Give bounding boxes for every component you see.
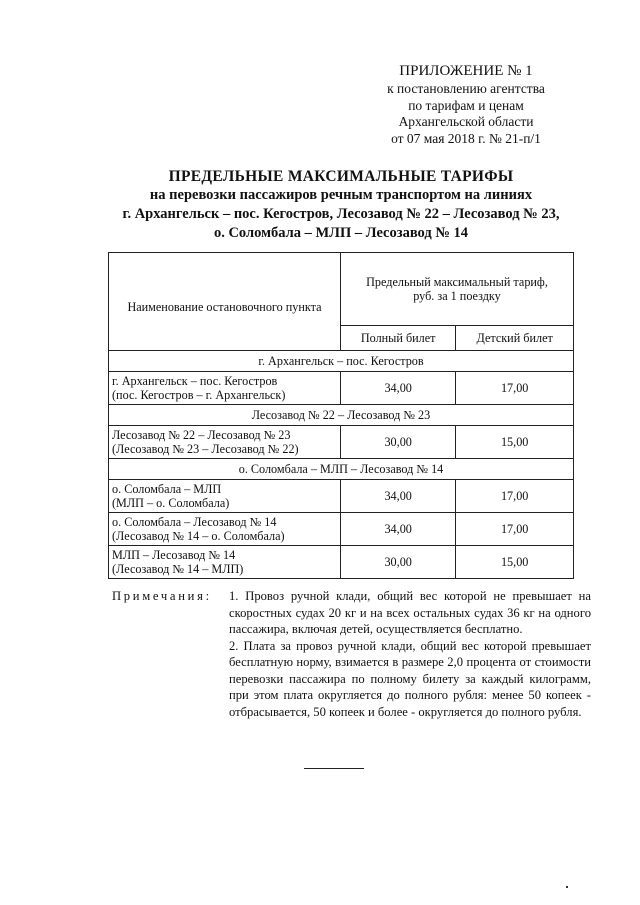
appendix-header (358, 62, 574, 147)
scan-mark (566, 886, 568, 888)
header-full-ticket: Полный билет (341, 325, 456, 350)
route-reverse: (пос. Кегостров – г. Архангельск) (112, 388, 286, 402)
note-item-2: 2. Плата за провоз ручной клади, общий вес которой превышает бесплатную норму, взимается в размере 2,0 процента от стоимости перевозки пассажира по полному билету за каждый килограмм, при этом плата округляется до полного рубля: менее 50 копеек - отбрасывается, 50 копеек и более - округляется до полного рубля. (229, 638, 591, 719)
route-name (109, 372, 341, 405)
route-direction: о. Соломбала – МЛП (112, 482, 222, 496)
full-price: 34,00 (341, 480, 456, 513)
title-subtitle: на перевозки пассажиров речным транспортом на линиях (149, 187, 533, 203)
header-tariff-line2: руб. за 1 поездку (413, 288, 501, 303)
table-row (109, 480, 574, 513)
route-name (109, 480, 341, 513)
child-price: 15,00 (456, 546, 574, 579)
title-main: ПРЕДЕЛЬНЫЕ МАКСИМАЛЬНЫЕ ТАРИФЫ (168, 168, 514, 185)
document-title (90, 167, 592, 243)
section-title: г. Архангельск – пос. Кегостров (109, 351, 574, 372)
header-stop-name: Наименование остановочного пункта (109, 253, 341, 351)
header-child-ticket: Детский билет (456, 325, 574, 350)
full-price: 30,00 (341, 546, 456, 579)
full-price: 34,00 (341, 513, 456, 546)
route-direction: о. Соломбала – Лесозавод № 14 (112, 515, 277, 529)
appendix-date: от 07 мая 2018 г. № 21-п/1 (391, 130, 541, 146)
section-title: о. Соломбала – МЛП – Лесозавод № 14 (109, 459, 574, 480)
full-price: 34,00 (341, 372, 456, 405)
title-routes-1: г. Архангельск – пос. Кегостров, Лесозавод № 22 – Лесозавод № 23, (122, 206, 560, 222)
title-routes-2: о. Соломбала – МЛП – Лесозавод № 14 (213, 225, 469, 241)
note-item-1: 1. Провоз ручной клади, общий вес которой не превышает на скоростных судах 20 кг и на всех остальных судах 36 кг на одного пассажира, включая детей, осуществляется бесплатно. (229, 589, 591, 636)
child-price: 17,00 (456, 372, 574, 405)
route-direction: Лесозавод № 22 – Лесозавод № 23 (112, 428, 291, 442)
route-reverse: (Лесозавод № 14 – МЛП) (112, 562, 244, 576)
table-row (109, 372, 574, 405)
section-title: Лесозавод № 22 – Лесозавод № 23 (109, 405, 574, 426)
child-price: 17,00 (456, 513, 574, 546)
route-name (109, 426, 341, 459)
child-price: 15,00 (456, 426, 574, 459)
route-reverse: (Лесозавод № 14 – о. Соломбала) (112, 529, 285, 543)
route-name (109, 513, 341, 546)
route-direction: МЛП – Лесозавод № 14 (112, 548, 236, 562)
appendix-number: ПРИЛОЖЕНИЕ № 1 (399, 63, 533, 79)
header-tariff (341, 253, 574, 326)
notes-label: Примечания: (112, 589, 212, 603)
table-row (109, 513, 574, 546)
table-row (109, 426, 574, 459)
route-reverse: (Лесозавод № 23 – Лесозавод № 22) (112, 442, 299, 456)
table-row (109, 546, 574, 579)
appendix-region: Архангельской области (398, 114, 534, 129)
route-direction: г. Архангельск – пос. Кегостров (112, 374, 278, 388)
route-name (109, 546, 341, 579)
end-divider (304, 768, 364, 769)
notes-body (229, 588, 591, 720)
appendix-resolution: к постановлению агентства (387, 81, 545, 96)
full-price: 30,00 (341, 426, 456, 459)
child-price: 17,00 (456, 480, 574, 513)
header-tariff-line1: Предельный максимальный тариф, (366, 274, 548, 289)
route-reverse: (МЛП – о. Соломбала) (112, 496, 230, 510)
appendix-agency: по тарифам и ценам (408, 97, 524, 113)
tariff-table (108, 252, 574, 579)
